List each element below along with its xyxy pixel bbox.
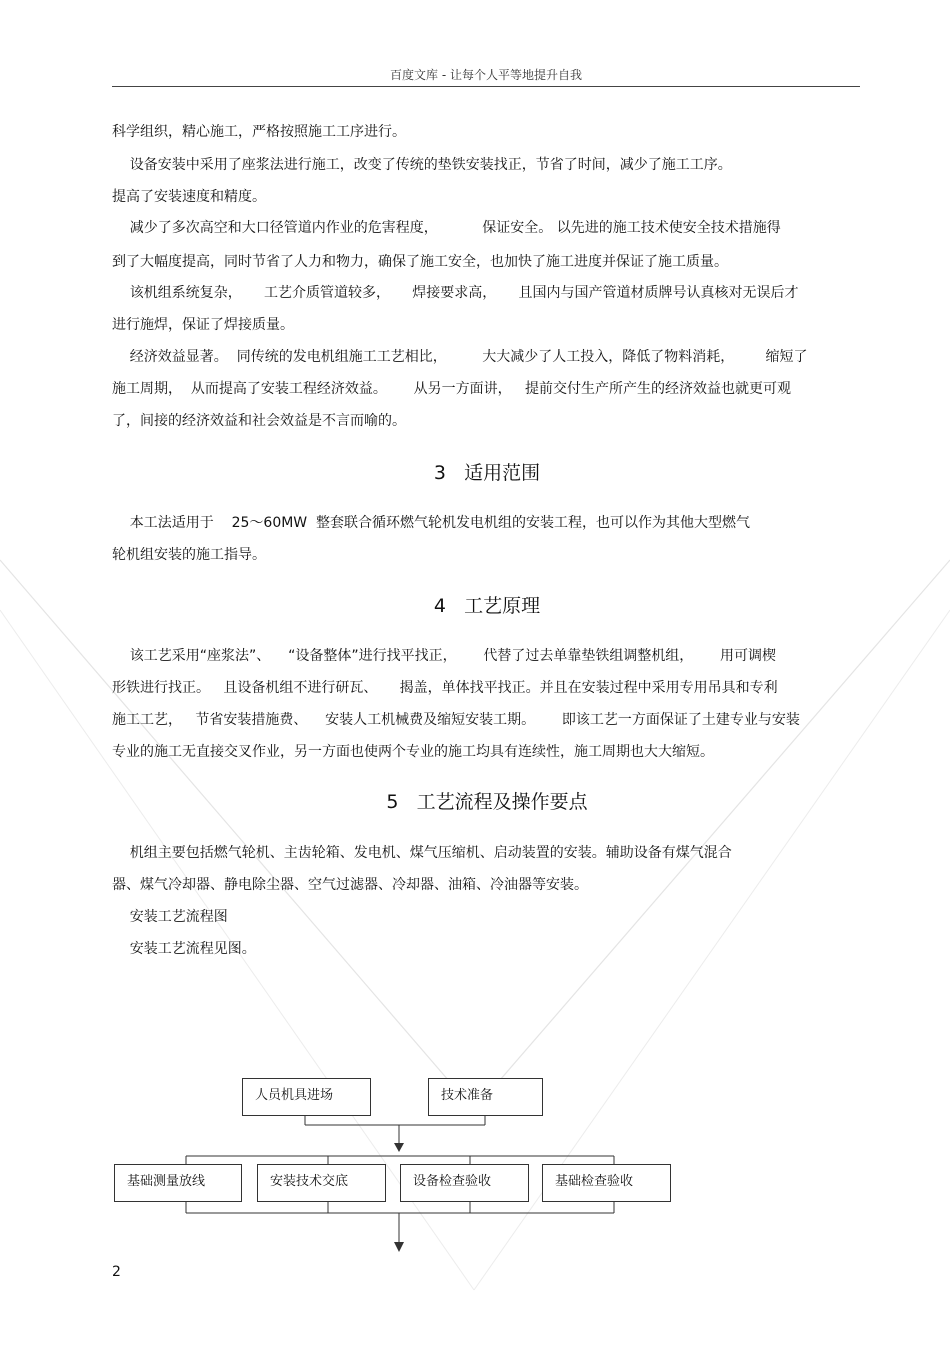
- paragraph-line: 进行施焊，保证了焊接质量。: [112, 317, 294, 333]
- paragraph-line: 科学组织，精心施工，严格按照施工工序进行。: [112, 124, 406, 140]
- flow-box-installation-briefing: 安装技术交底: [257, 1164, 386, 1202]
- paragraph-line: 本工法适用于 25～60MW 整套联合循环燃气轮机发电机组的安装工程，也可以作为其他大型燃气: [112, 515, 751, 531]
- flow-box-personnel-equipment: 人员机具进场: [242, 1078, 371, 1116]
- page-header: 百度文库 - 让每个人平等地提升自我: [112, 66, 860, 87]
- paragraph-line: 施工工艺， 节省安装措施费、 安装人工机械费及缩短安装工期。 即该工艺一方面保证了土建专业与安装: [112, 712, 800, 728]
- paragraph-line: 了，间接的经济效益和社会效益是不言而喻的。: [112, 413, 406, 429]
- paragraph-line: 机组主要包括燃气轮机、主齿轮箱、发电机、煤气压缩机、启动装置的安装。辅助设备有煤气混合: [112, 845, 732, 861]
- paragraph-line: 该机组系统复杂， 工艺介质管道较多， 焊接要求高， 且国内与国产管道材质牌号认真核对无误后才: [112, 285, 799, 301]
- flow-box-foundation-survey: 基础测量放线: [114, 1164, 242, 1202]
- paragraph-line: 到了大幅度提高，同时节省了人力和物力，确保了施工安全，也加快了施工进度并保证了施工质量。: [112, 254, 728, 270]
- paragraph-line: 安装工艺流程见图。: [112, 941, 256, 957]
- section-heading-5: 5 工艺流程及操作要点: [386, 791, 588, 813]
- section-heading-3: 3 适用范围: [433, 462, 541, 484]
- paragraph-line: 器、煤气冷却器、静电除尘器、空气过滤器、冷却器、油箱、冷油器等安装。: [112, 877, 588, 893]
- page-number: 2: [112, 1264, 121, 1280]
- paragraph-line: 提高了安装速度和精度。: [112, 189, 266, 205]
- paragraph-line: 减少了多次高空和大口径管道内作业的危害程度， 保证安全。 以先进的施工技术使安全技术措施得: [112, 220, 781, 236]
- paragraph-line: 形铁进行找正。 且设备机组不进行研瓦、 揭盖，单体找平找正。并且在安装过程中采用专用吊具和专利: [112, 680, 778, 696]
- paragraph-line: 施工周期， 从而提高了安装工程经济效益。 从另一方面讲， 提前交付生产所产生的经济效益也就更可观: [112, 381, 791, 397]
- paragraph-line: 该工艺采用“座浆法”、 “设备整体”进行找平找正， 代替了过去单靠垫铁组调整机组， 用可调楔: [112, 648, 777, 664]
- paragraph-line: 轮机组安装的施工指导。: [112, 547, 266, 563]
- section-heading-4: 4 工艺原理: [433, 595, 541, 617]
- paragraph-line: 设备安装中采用了座浆法进行施工，改变了传统的垫铁安装找正，节省了时间，减少了施工工序。: [112, 157, 732, 173]
- paragraph-line: 安装工艺流程图: [112, 909, 228, 925]
- flow-box-technical-prep: 技术准备: [428, 1078, 543, 1116]
- flow-box-foundation-inspection: 基础检查验收: [542, 1164, 671, 1202]
- paragraph-line: 经济效益显著。 同传统的发电机组施工工艺相比， 大大减少了人工投入，降低了物料消耗， 缩短了: [112, 349, 808, 365]
- flow-box-equipment-inspection: 设备检查验收: [400, 1164, 529, 1202]
- paragraph-line: 专业的施工无直接交叉作业，另一方面也使两个专业的施工均具有连续性，施工周期也大大缩短。: [112, 744, 714, 760]
